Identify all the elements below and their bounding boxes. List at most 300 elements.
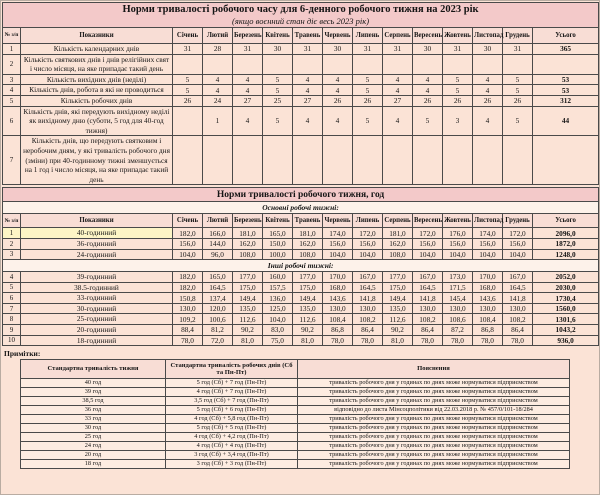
month-value: 4	[413, 85, 443, 96]
note-week-duration: 25 год	[21, 433, 166, 442]
month-value: 108,2	[353, 314, 383, 325]
week-section-label: Інші робочі тижні:	[3, 260, 599, 272]
month-value: 72,0	[203, 335, 233, 346]
month-value: 26	[353, 95, 383, 106]
note-explanation: відповідно до листа Мінсоцполітики від 22.03.2018 р. № 457/0/101-18/284	[298, 406, 570, 415]
row-label: 33-годинний	[21, 293, 173, 304]
month-value: 104,0	[473, 249, 503, 260]
row-total: 1248,0	[533, 249, 599, 260]
table-row	[3, 325, 599, 336]
month-value: 5	[413, 106, 443, 136]
col-header-month: Травень	[293, 28, 323, 44]
month-value: 130,0	[503, 303, 533, 314]
month-value: 78,0	[173, 335, 203, 346]
month-value: 26	[443, 95, 473, 106]
note-day-breakdown: 3 год (Сб) + 3 год (Пн-Пт)	[166, 460, 298, 469]
notes-row	[21, 433, 570, 442]
col-header-total: Усього	[533, 214, 599, 228]
month-value: 87,2	[443, 325, 473, 336]
month-value: 78,0	[413, 335, 443, 346]
col-header-num: № з/п	[3, 214, 21, 228]
row-number: 1	[3, 44, 21, 55]
table-row	[3, 85, 599, 96]
month-value: 104,0	[323, 249, 353, 260]
month-value: 5	[263, 106, 293, 136]
table-row	[3, 95, 599, 106]
month-value: 5	[173, 74, 203, 85]
month-value: 144,0	[203, 238, 233, 249]
col-header-month: Лютий	[203, 214, 233, 228]
month-value: 156,0	[173, 238, 203, 249]
month-value: 150,8	[173, 293, 203, 304]
page-title: Норми тривалості робочого часу для 6-денного робочого тижня на 2023 рік	[122, 4, 479, 15]
col-header-month: Березень	[233, 214, 263, 228]
month-value: 130,0	[473, 303, 503, 314]
month-value	[353, 54, 383, 74]
row-total: 53	[533, 74, 599, 85]
col-header-month: Грудень	[503, 28, 533, 44]
month-value: 170,0	[473, 272, 503, 283]
month-value: 167,0	[503, 272, 533, 283]
col-header-month: Лютий	[203, 28, 233, 44]
month-value: 26	[413, 95, 443, 106]
month-value: 83,0	[263, 325, 293, 336]
month-value: 177,0	[233, 272, 263, 283]
month-value: 104,0	[503, 249, 533, 260]
month-value: 143,6	[473, 293, 503, 304]
month-value: 86,4	[353, 325, 383, 336]
row-number: 9	[3, 325, 21, 336]
month-value: 5	[353, 74, 383, 85]
row-number: 6	[3, 293, 21, 304]
row-total: 1560,0	[533, 303, 599, 314]
month-value: 109,2	[173, 314, 203, 325]
table-row	[3, 54, 599, 74]
table-row	[3, 136, 599, 185]
col-header-month: Січень	[173, 28, 203, 44]
month-value: 108,6	[443, 314, 473, 325]
note-day-breakdown: 4 год (Сб) + 7 год (Пн-Пт)	[166, 388, 298, 397]
month-value	[323, 136, 353, 185]
month-value: 162,0	[383, 238, 413, 249]
week-section-row	[3, 260, 599, 272]
month-value	[173, 136, 203, 185]
month-value: 164,5	[503, 282, 533, 293]
month-value: 4	[383, 85, 413, 96]
notes-col-header: Стандартна тривалість робочих днів (Сб та Пн-Пт)	[166, 360, 298, 379]
col-header-indicator: Показники	[21, 214, 173, 228]
row-label: 20-годинний	[21, 325, 173, 336]
month-value: 3	[443, 106, 473, 136]
col-header-month: Жовтень	[443, 28, 473, 44]
note-week-duration: 40 год	[21, 379, 166, 388]
row-total: 1872,0	[533, 238, 599, 249]
month-value: 26	[323, 95, 353, 106]
page-subtitle: (якщо воєнний стан діє весь 2023 рік)	[232, 16, 370, 26]
note-day-breakdown: 4 год (Сб) + 5,8 год (Пн-Пт)	[166, 415, 298, 424]
hours-band-row	[3, 188, 599, 202]
col-header-month: Квітень	[263, 28, 293, 44]
col-header-month: Жовтень	[443, 214, 473, 228]
month-value: 156,0	[443, 238, 473, 249]
notes-row	[21, 397, 570, 406]
month-value	[233, 54, 263, 74]
month-value: 112,6	[293, 314, 323, 325]
row-total: 2052,0	[533, 272, 599, 283]
table-row	[3, 238, 599, 249]
month-value: 175,0	[293, 282, 323, 293]
row-number: 7	[3, 136, 21, 185]
week-section-label: Основні робочі тижні:	[3, 202, 599, 214]
table-row	[3, 44, 599, 55]
month-value: 165,0	[263, 228, 293, 239]
month-value: 135,0	[293, 303, 323, 314]
month-value: 135,0	[383, 303, 413, 314]
row-label: Кількість днів, робота в які не проводиться	[21, 85, 173, 96]
month-value: 4	[473, 106, 503, 136]
row-total: 2096,0	[533, 228, 599, 239]
month-value: 167,0	[353, 272, 383, 283]
row-label: Кількість святкових днів і днів релігійних свят і число місяця, на яке припадає такий день	[21, 54, 173, 74]
note-week-duration: 30 год	[21, 424, 166, 433]
month-value: 90,2	[233, 325, 263, 336]
note-day-breakdown: 5 год (Сб) + 7 год (Пн-Пт)	[166, 379, 298, 388]
month-value: 104,0	[263, 314, 293, 325]
month-value: 157,5	[263, 282, 293, 293]
col-header-num: № з/п	[3, 28, 21, 44]
month-value: 5	[353, 106, 383, 136]
note-explanation: тривалість робочого дня у годинах по днях може нормуватися підприємством	[298, 442, 570, 451]
col-header-month: Серпень	[383, 214, 413, 228]
month-value: 5	[263, 74, 293, 85]
row-label: Кількість вихідних днів (неділі)	[21, 74, 173, 85]
month-value: 108,2	[503, 314, 533, 325]
row-number: 4	[3, 272, 21, 283]
month-value: 162,0	[233, 238, 263, 249]
month-value: 81,2	[203, 325, 233, 336]
month-value: 145,4	[443, 293, 473, 304]
table-row	[3, 293, 599, 304]
month-value: 156,0	[353, 238, 383, 249]
days-table	[2, 2, 599, 185]
month-value: 181,0	[233, 228, 263, 239]
row-total: 1043,2	[533, 325, 599, 336]
col-header-month: Листопад	[473, 214, 503, 228]
note-explanation: тривалість робочого дня у годинах по днях може нормуватися підприємством	[298, 415, 570, 424]
month-value: 30	[263, 44, 293, 55]
row-label: 25-годинний	[21, 314, 173, 325]
col-header-month: Січень	[173, 214, 203, 228]
row-number: 3	[3, 249, 21, 260]
notes-table	[20, 359, 570, 469]
month-value: 27	[383, 95, 413, 106]
month-value: 86,4	[503, 325, 533, 336]
month-value: 100,0	[263, 249, 293, 260]
month-value: 108,0	[293, 249, 323, 260]
hours-table	[2, 187, 599, 346]
month-value: 24	[203, 95, 233, 106]
month-value: 86,4	[413, 325, 443, 336]
month-value	[413, 54, 443, 74]
month-value: 112,6	[233, 314, 263, 325]
month-value: 164,5	[353, 282, 383, 293]
note-explanation: тривалість робочого дня у годинах по днях може нормуватися підприємством	[298, 424, 570, 433]
table-row	[3, 303, 599, 314]
month-value: 166,0	[203, 228, 233, 239]
month-value: 5	[503, 85, 533, 96]
month-value	[173, 106, 203, 136]
month-value: 90,2	[383, 325, 413, 336]
row-number: 1	[3, 228, 21, 239]
month-value: 30	[323, 44, 353, 55]
month-value	[293, 54, 323, 74]
col-header-month: Вересень	[413, 214, 443, 228]
col-header-month: Грудень	[503, 214, 533, 228]
note-day-breakdown: 4 год (Сб) + 4 год (Пн-Пт)	[166, 442, 298, 451]
row-label: Кількість днів, що передують святковим і неробочим дням, у які тривалість робочого дня (зміни) при 40-годинному тижні зменшується на 1 год і число місяця, на яке припадає такий день	[21, 136, 173, 185]
month-value: 135,0	[233, 303, 263, 314]
month-value: 130,0	[173, 303, 203, 314]
month-value	[473, 54, 503, 74]
note-day-breakdown: 4 год (Сб) + 4,2 год (Пн-Пт)	[166, 433, 298, 442]
col-header-month: Березень	[233, 28, 263, 44]
note-day-breakdown: 5 год (Сб) + 5 год (Пн-Пт)	[166, 424, 298, 433]
row-total: 1301,6	[533, 314, 599, 325]
month-value: 112,6	[383, 314, 413, 325]
header-row	[3, 214, 599, 228]
table-row	[3, 249, 599, 260]
col-header-month: Червень	[323, 214, 353, 228]
table-row	[3, 228, 599, 239]
note-day-breakdown: 3,5 год (Сб) + 7 год (Пн-Пт)	[166, 397, 298, 406]
month-value: 156,0	[473, 238, 503, 249]
row-total: 365	[533, 44, 599, 55]
month-value: 4	[323, 106, 353, 136]
col-header-indicator: Показники	[21, 28, 173, 44]
month-value	[443, 54, 473, 74]
month-value: 5	[443, 85, 473, 96]
month-value: 156,0	[323, 238, 353, 249]
month-value: 130,0	[353, 303, 383, 314]
row-label: 24-годинний	[21, 249, 173, 260]
month-value: 136,0	[263, 293, 293, 304]
row-total: 53	[533, 85, 599, 96]
row-total: 1730,4	[533, 293, 599, 304]
month-value	[233, 136, 263, 185]
notes-row	[21, 442, 570, 451]
note-week-duration: 39 год	[21, 388, 166, 397]
month-value: 182,0	[173, 272, 203, 283]
note-day-breakdown: 3 год (Сб) + 3,4 год (Пн-Пт)	[166, 451, 298, 460]
month-value: 130,0	[443, 303, 473, 314]
title-band	[3, 3, 599, 28]
table-row	[3, 272, 599, 283]
month-value	[173, 54, 203, 74]
month-value: 31	[173, 44, 203, 55]
month-value: 130,0	[323, 303, 353, 314]
month-value: 156,0	[413, 238, 443, 249]
month-value: 4	[293, 74, 323, 85]
month-value: 31	[383, 44, 413, 55]
month-value: 104,0	[413, 249, 443, 260]
row-label: 38.5-годинний	[21, 282, 173, 293]
note-explanation: тривалість робочого дня у годинах по днях може нормуватися підприємством	[298, 460, 570, 469]
col-header-month: Липень	[353, 28, 383, 44]
notes-row	[21, 379, 570, 388]
month-value: 78,0	[473, 335, 503, 346]
month-value: 90,2	[293, 325, 323, 336]
notes-col-header: Стандартна тривалість тижня	[21, 360, 166, 379]
month-value: 31	[233, 44, 263, 55]
month-value: 4	[323, 74, 353, 85]
month-value: 177,0	[293, 272, 323, 283]
month-value: 86,8	[473, 325, 503, 336]
row-number: 5	[3, 282, 21, 293]
month-value: 26	[173, 95, 203, 106]
month-value: 137,4	[203, 293, 233, 304]
month-value: 104,0	[173, 249, 203, 260]
month-value: 4	[233, 74, 263, 85]
notes-label: Примітки:	[4, 349, 41, 359]
notes-col-header: Пояснення	[298, 360, 570, 379]
table-row	[3, 335, 599, 346]
month-value: 28	[203, 44, 233, 55]
row-label: Кількість днів, які передують вихідному неділі як вихідному дню (суботи, 5 год для 40-год тижня)	[21, 106, 173, 136]
month-value: 170,0	[323, 272, 353, 283]
month-value: 4	[203, 85, 233, 96]
row-number: 10	[3, 335, 21, 346]
month-value	[263, 54, 293, 74]
table-row	[3, 282, 599, 293]
month-value: 150,0	[263, 238, 293, 249]
note-explanation: тривалість робочого дня у годинах по днях може нормуватися підприємством	[298, 388, 570, 397]
table-row	[3, 314, 599, 325]
month-value: 1	[203, 106, 233, 136]
month-value: 4	[383, 74, 413, 85]
month-value: 78,0	[323, 335, 353, 346]
row-label: Кількість календарних днів	[21, 44, 173, 55]
month-value: 4	[383, 106, 413, 136]
month-value	[503, 136, 533, 185]
notes-row	[21, 451, 570, 460]
note-week-duration: 38,5 год	[21, 397, 166, 406]
month-value: 25	[263, 95, 293, 106]
col-header-month: Липень	[353, 214, 383, 228]
row-label: 18-годинний	[21, 335, 173, 346]
month-value: 174,0	[473, 228, 503, 239]
month-value	[203, 54, 233, 74]
month-value: 31	[503, 44, 533, 55]
col-header-month: Червень	[323, 28, 353, 44]
title-row	[3, 3, 599, 28]
month-value: 108,0	[233, 249, 263, 260]
col-header-total: Усього	[533, 28, 599, 44]
note-explanation: тривалість робочого дня у годинах по днях може нормуватися підприємством	[298, 397, 570, 406]
month-value: 182,0	[173, 282, 203, 293]
month-value	[353, 136, 383, 185]
month-value: 4	[413, 74, 443, 85]
row-label: 39-годинний	[21, 272, 173, 283]
col-header-month: Травень	[293, 214, 323, 228]
week-section-row	[3, 202, 599, 214]
header-row	[3, 28, 599, 44]
row-label: 30-годинний	[21, 303, 173, 314]
note-explanation: тривалість робочого дня у годинах по днях може нормуватися підприємством	[298, 451, 570, 460]
month-value: 30	[413, 44, 443, 55]
month-value: 149,4	[233, 293, 263, 304]
month-value: 175,0	[233, 282, 263, 293]
month-value: 81,0	[293, 335, 323, 346]
month-value: 5	[503, 106, 533, 136]
note-day-breakdown: 5 год (Сб) + 6 год (Пн-Пт)	[166, 406, 298, 415]
row-label: 40-годинний	[21, 228, 173, 239]
month-value: 160,0	[263, 272, 293, 283]
month-value: 96,0	[203, 249, 233, 260]
row-label: Кількість робочих днів	[21, 95, 173, 106]
row-total: 2030,0	[533, 282, 599, 293]
row-number: 2	[3, 54, 21, 74]
month-value: 5	[353, 85, 383, 96]
month-value: 75,0	[263, 335, 293, 346]
month-value: 31	[353, 44, 383, 55]
notes-row	[21, 406, 570, 415]
month-value: 172,0	[413, 228, 443, 239]
month-value: 4	[233, 85, 263, 96]
month-value: 176,0	[443, 228, 473, 239]
month-value	[293, 136, 323, 185]
month-value: 5	[443, 74, 473, 85]
month-value: 168,0	[473, 282, 503, 293]
month-value: 172,0	[353, 228, 383, 239]
month-value: 27	[293, 95, 323, 106]
month-value: 78,0	[443, 335, 473, 346]
note-week-duration: 36 год	[21, 406, 166, 415]
month-value: 88,4	[173, 325, 203, 336]
month-value	[503, 54, 533, 74]
month-value	[263, 136, 293, 185]
month-value: 4	[233, 106, 263, 136]
note-week-duration: 24 год	[21, 442, 166, 451]
row-number: 3	[3, 74, 21, 85]
note-explanation: тривалість робочого дня у годинах по днях може нормуватися підприємством	[298, 379, 570, 388]
month-value: 108,4	[323, 314, 353, 325]
row-total	[533, 54, 599, 74]
month-value: 31	[443, 44, 473, 55]
month-value: 141,8	[503, 293, 533, 304]
month-value: 4	[293, 106, 323, 136]
month-value: 182,0	[173, 228, 203, 239]
month-value: 108,2	[413, 314, 443, 325]
month-value: 168,0	[323, 282, 353, 293]
month-value: 4	[473, 85, 503, 96]
table-row	[3, 74, 599, 85]
note-week-duration: 20 год	[21, 451, 166, 460]
month-value: 149,4	[383, 293, 413, 304]
row-number: 4	[3, 85, 21, 96]
month-value: 4	[473, 74, 503, 85]
month-value: 171,5	[443, 282, 473, 293]
row-number: 8	[3, 314, 21, 325]
month-value: 81,0	[233, 335, 263, 346]
month-value: 27	[233, 95, 263, 106]
month-value: 78,0	[503, 335, 533, 346]
col-header-month: Квітень	[263, 214, 293, 228]
col-header-month: Вересень	[413, 28, 443, 44]
month-value: 141,8	[413, 293, 443, 304]
month-value: 86,8	[323, 325, 353, 336]
row-number: 7	[3, 303, 21, 314]
month-value: 143,6	[323, 293, 353, 304]
